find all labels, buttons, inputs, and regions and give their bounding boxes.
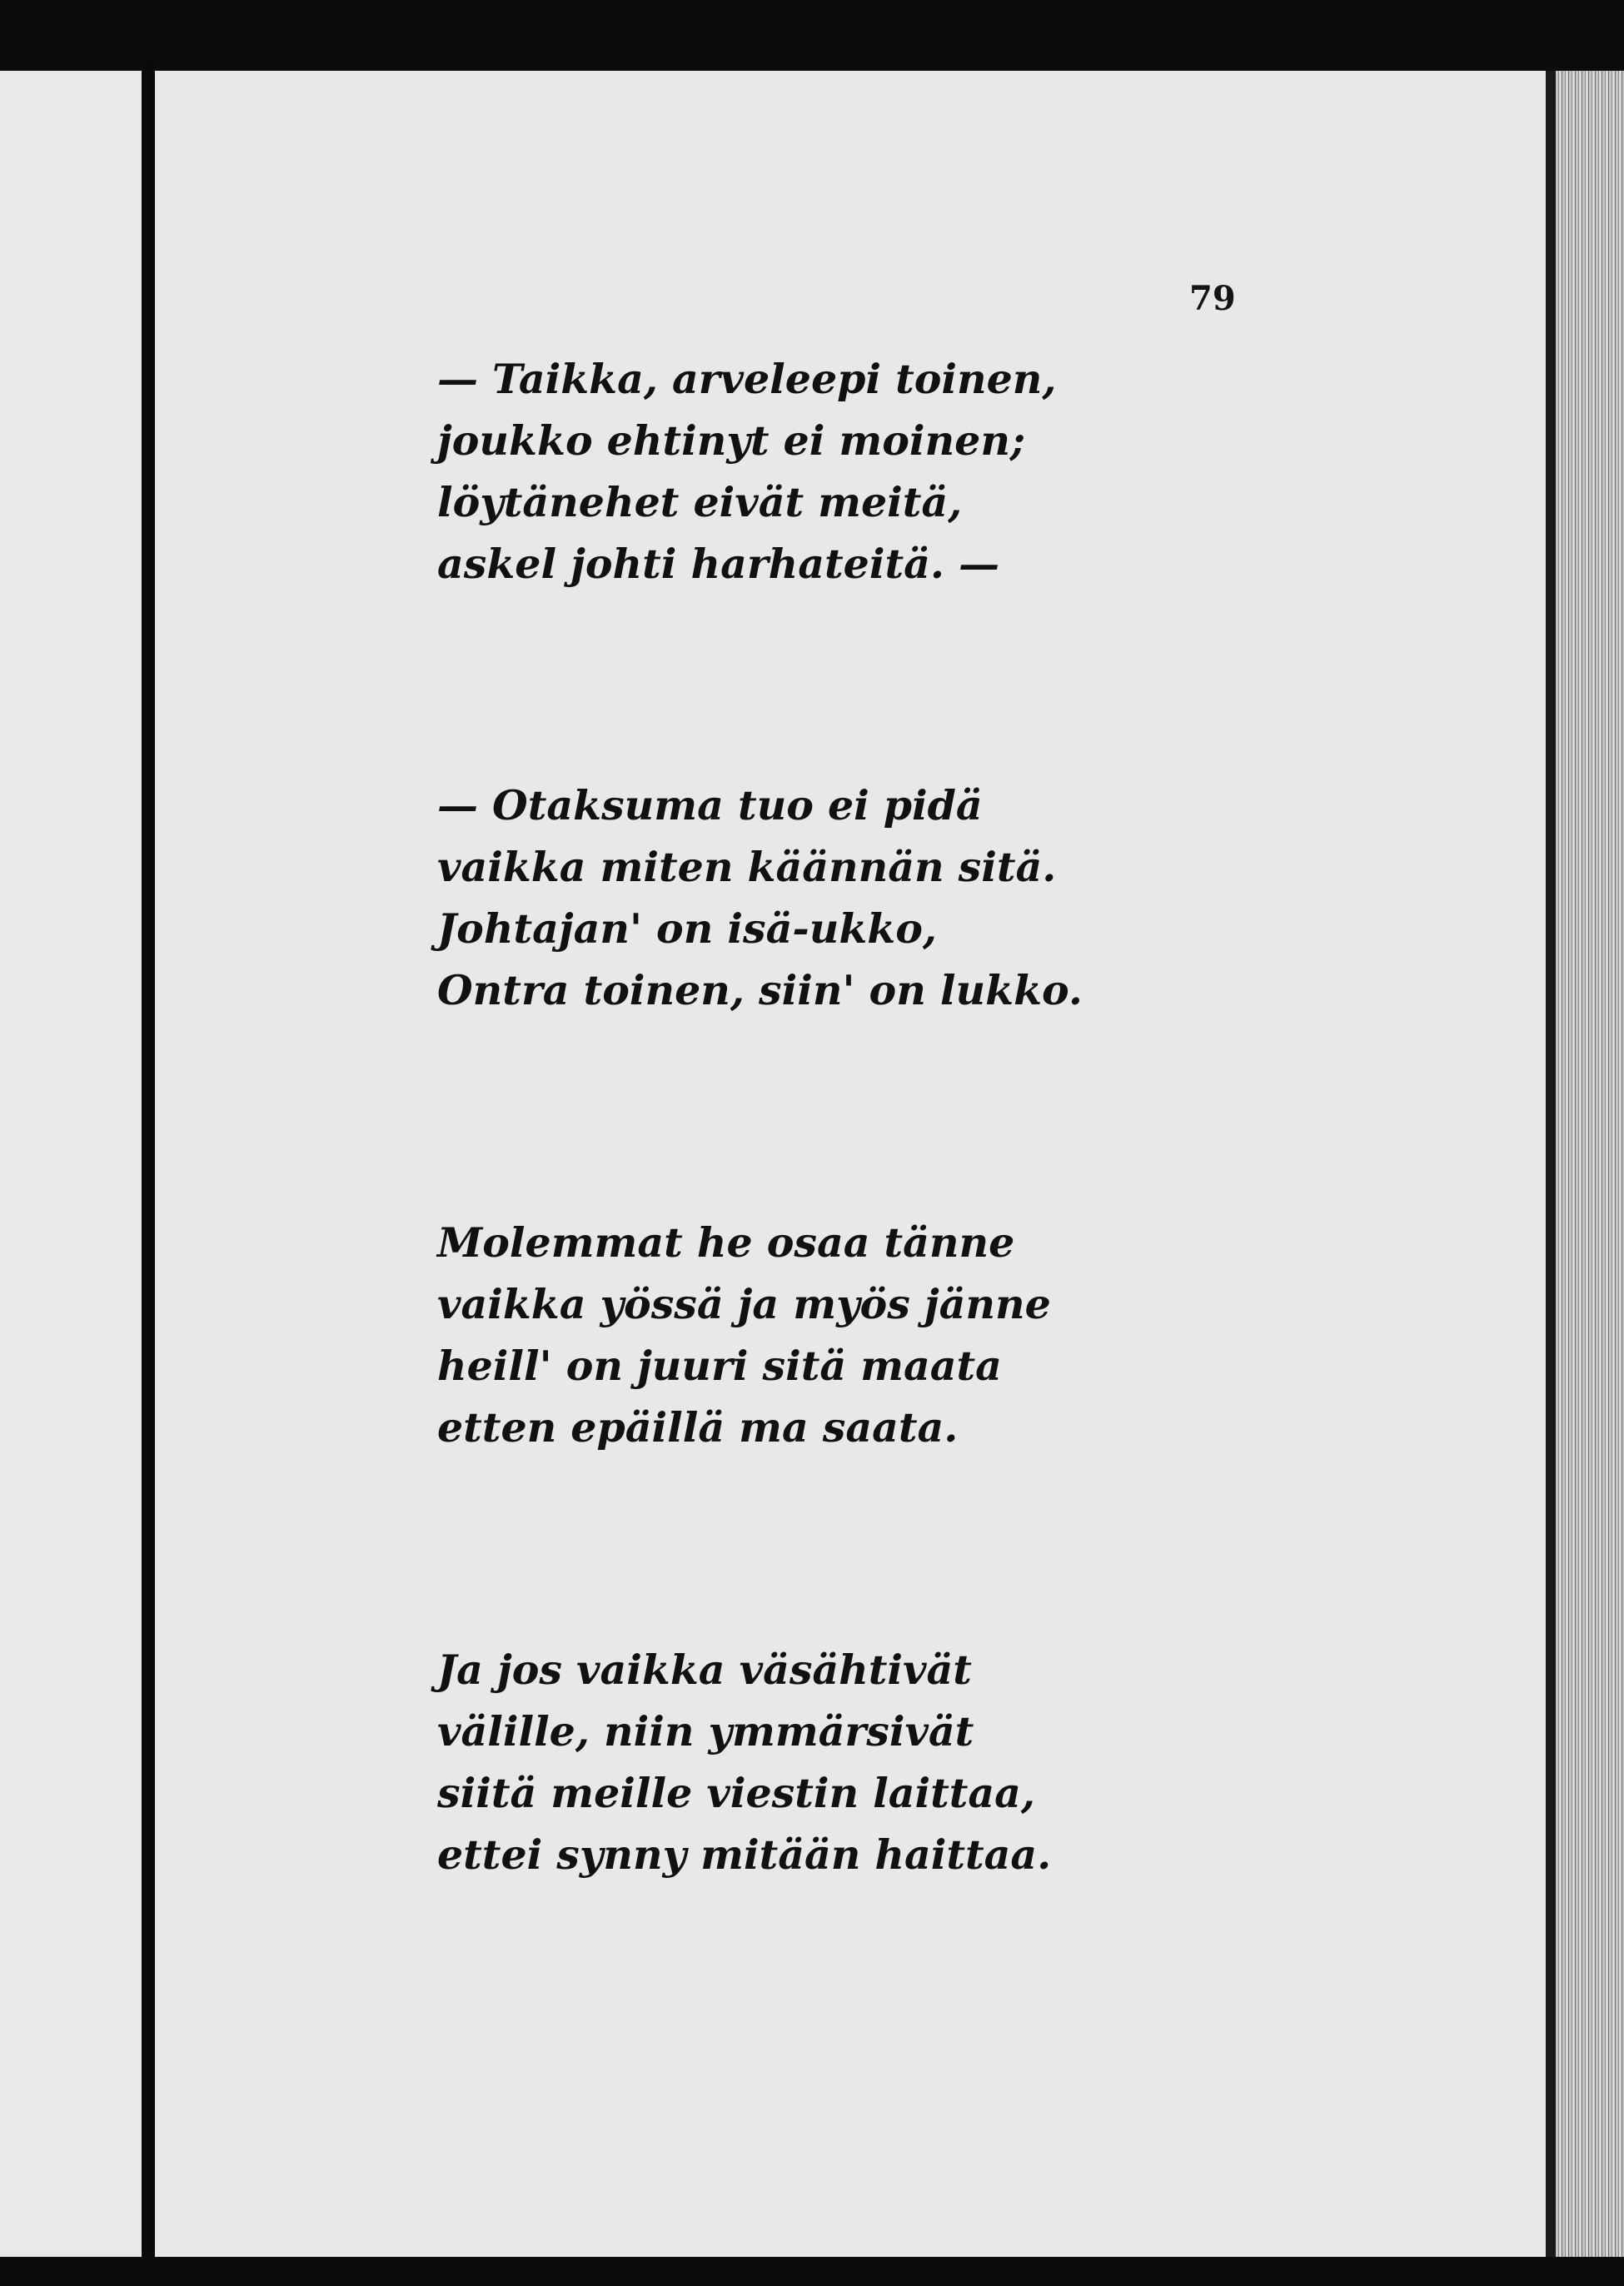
verse-line: vaikka miten käännän sitä. xyxy=(437,843,1057,891)
verse-line: Johtajan' on isä-ukko, xyxy=(437,904,937,953)
verse-line: ettei synny mitään haittaa. xyxy=(437,1830,1052,1879)
verse-line: askel johti harhateitä. — xyxy=(437,540,999,588)
page-number: 79 xyxy=(1189,279,1236,318)
verse-line: vaikka yössä ja myös jänne xyxy=(437,1280,1051,1328)
verse-line: — Taikka, arveleepi toinen, xyxy=(437,355,1057,403)
verse-line: Ja jos vaikka väsähtivät xyxy=(437,1646,972,1694)
book-gutter xyxy=(142,58,155,2286)
verse-line: Molemmat he osaa tänne xyxy=(437,1218,1015,1267)
verse-line: joukko ehtinyt ei moinen; xyxy=(437,416,1026,465)
stanza-1 xyxy=(437,348,1057,595)
verse-line: siitä meille viestin laittaa, xyxy=(437,1769,1035,1817)
stanza-3 xyxy=(437,1212,1051,1458)
page-stack-edge xyxy=(1546,71,1624,2286)
verse-line: välille, niin ymmärsivät xyxy=(437,1707,974,1756)
stanza-2 xyxy=(437,774,1083,1021)
verse-line: Ontra toinen, siin' on lukko. xyxy=(437,966,1083,1014)
verse-line: etten epäillä ma saata. xyxy=(437,1403,959,1452)
verse-line: — Otaksuma tuo ei pidä xyxy=(437,781,983,829)
stanza-4 xyxy=(437,1639,1051,1885)
verse-line: löytänehet eivät meitä, xyxy=(437,478,963,526)
scan-border xyxy=(0,2257,1624,2286)
verse-line: heill' on juuri sitä maata xyxy=(437,1342,1002,1390)
facing-page-edge xyxy=(0,71,142,2261)
